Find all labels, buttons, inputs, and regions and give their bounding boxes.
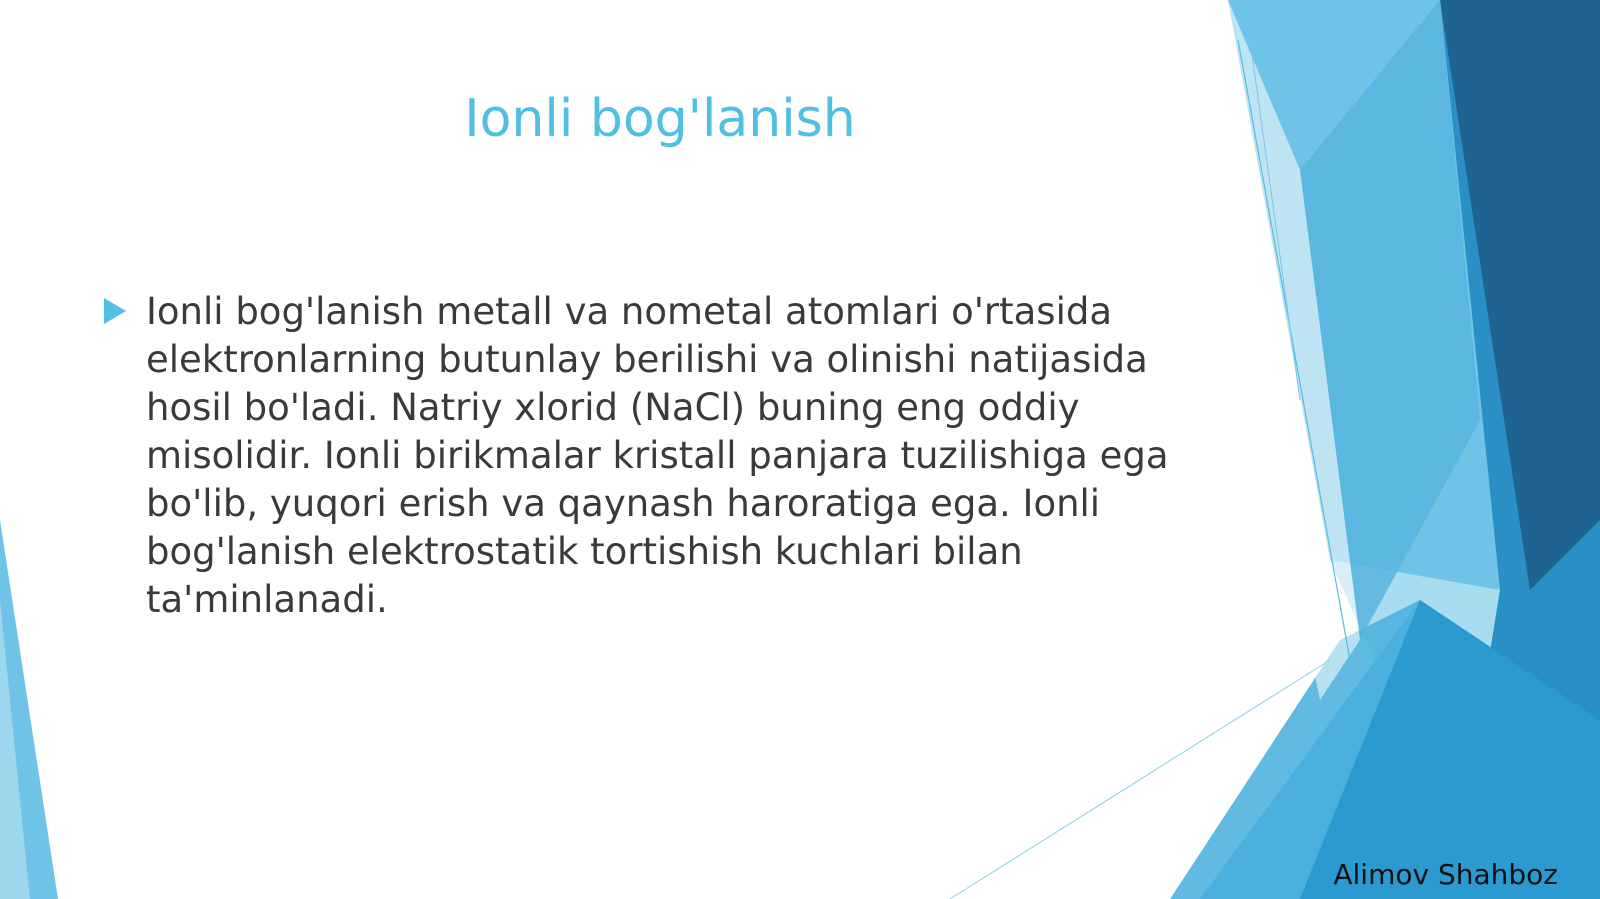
footer-author: Alimov Shahboz — [1333, 858, 1558, 891]
triangle-bullet-icon — [102, 298, 126, 324]
bullet-text: Ionli bog'lanish metall va nometal atomlari o'rtasida elektronlarning butunlay berilishi va olinishi natijasida hosil bo'ladi. Natriy xlorid (NaCl) buning eng oddiy misolidir. Ionli birikmalar kristall panjara tuzilishiga ega bo'lib, yuqori erish va qaynash haroratiga ega. Ionli bog'lanish elektrostatik tortishish kuchlari bilan ta'minlanadi. — [146, 290, 1169, 621]
slide-title: Ionli bog'lanish — [464, 89, 856, 149]
